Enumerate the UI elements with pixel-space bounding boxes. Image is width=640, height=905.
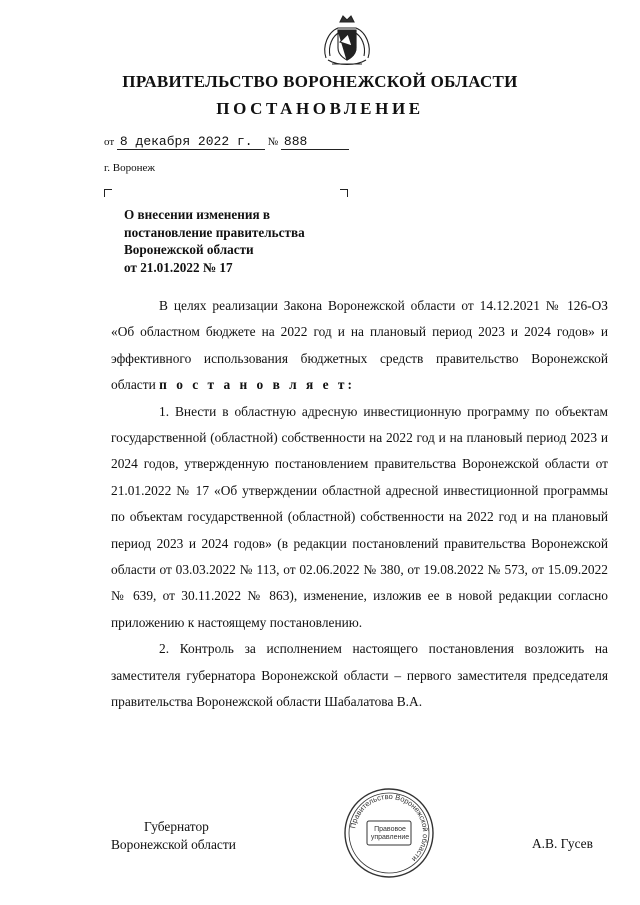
stamp-center-text xyxy=(370,826,410,842)
corner-mark-left xyxy=(104,189,112,197)
city: г. Воронеж xyxy=(104,162,155,174)
document-number: 888 xyxy=(281,135,349,150)
date-number-row xyxy=(104,135,349,150)
preamble-text: В целях реализации Закона Воронежской области от 14.12.2021 № 126-ОЗ «Об областном бюджете на 2022 год и на плановый период 2023 и 2024 годов» и эффективного использования бюджетных средств правительство Воронежской области xyxy=(111,298,608,393)
stamp-center-line-2: управление xyxy=(370,834,410,841)
signatory-name: А.В. Гусев xyxy=(532,836,593,851)
document-date: 8 декабря 2022 г. xyxy=(117,135,265,150)
subject-line: О внесении изменения в xyxy=(124,207,270,222)
coat-of-arms-icon xyxy=(318,12,376,70)
item-1-paragraph: 1. Внести в областную адресную инвестиционную программу по объектам государственной (областной) собственности на 2022 год и на плановый период 2023 и 2024 годов, утвержденную постановлением правительства Воронежской области от 21.01.2022 № 17 «Об утверждении областной адресной инвестиционной программы по объектам государственной (областной) собственности на 2022 год и на плановый период 2023 и 2024 годов» (в редакции постановлений правительства Воронежской области от 03.03.2022 № 113, от 02.06.2022 № 380, от 19.08.2022 № 573, от 15.09.2022 № 639, от 30.11.2022 № 863), изменение, изложив ее в новой редакции согласно приложению к настоящему постановлению. xyxy=(111,403,608,630)
position-line-1: Губернатор xyxy=(144,819,209,834)
stamp-ring-text: Правительство Воронежской области xyxy=(348,791,431,864)
corner-mark-right xyxy=(340,189,348,197)
number-label: № xyxy=(267,136,279,148)
stamp-center-line-1: Правовое xyxy=(374,826,406,833)
from-label: от xyxy=(104,136,115,148)
resolves-word: п о с т а н о в л я е т: xyxy=(159,377,355,393)
preamble-paragraph xyxy=(111,293,608,399)
subject-line: от 21.01.2022 № 17 xyxy=(124,259,233,275)
document-type: ПОСТАНОВЛЕНИЕ xyxy=(216,99,424,118)
signatory-position xyxy=(111,818,236,854)
subject-line: Воронежской области xyxy=(124,242,254,257)
item-2-paragraph: 2. Контроль за исполнением настоящего постановления возложить на заместителя губернатора Воронежской области – первого заместителя председателя правительства Воронежской области Шабалатова В.А. xyxy=(111,641,608,710)
position-line-2: Воронежской области xyxy=(111,837,236,852)
document-body xyxy=(111,293,608,716)
government-title: ПРАВИТЕЛЬСТВО ВОРОНЕЖСКОЙ ОБЛАСТИ xyxy=(122,72,518,91)
subject-line: постановление правительства xyxy=(124,224,305,240)
document-subject xyxy=(124,206,364,276)
